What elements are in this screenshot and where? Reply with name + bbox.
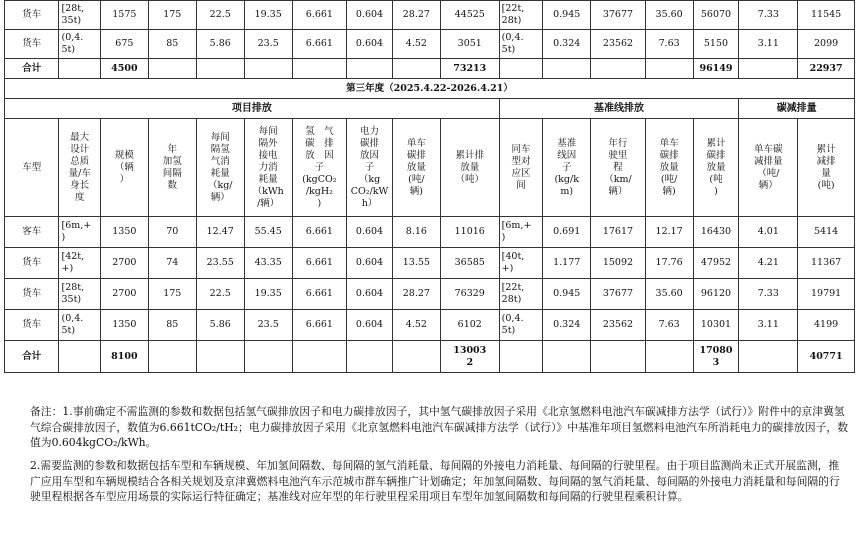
cell-bunit: 35.60: [645, 279, 693, 310]
cell-type: 货车: [5, 248, 59, 279]
cell-ctotal: 11367: [798, 248, 855, 279]
cell-ctotal: 11545: [798, 1, 855, 30]
sum-blf: [543, 341, 591, 373]
cell-unit: 4.52: [392, 30, 440, 59]
cell-blf: 0.945: [543, 1, 591, 30]
sum-cunit: [739, 341, 798, 373]
sum-f1: [292, 59, 346, 79]
cell-f2: 0.604: [347, 30, 393, 59]
sum-btotal: 17080 3: [693, 341, 739, 373]
cell-blf: 0.691: [543, 217, 591, 248]
table-row: [5, 217, 855, 248]
header-scale: 规模 （辆 ）: [100, 119, 148, 217]
sum-h2: [196, 341, 244, 373]
table-row: [5, 310, 855, 341]
top-data-row: [5, 1, 855, 30]
cell-scale: 2700: [100, 248, 148, 279]
cell-ctotal: 4199: [798, 310, 855, 341]
cell-scale: 1575: [100, 1, 148, 30]
cell-cunit: 3.11: [739, 310, 798, 341]
sum-ref: [499, 59, 543, 79]
sum-unit: [392, 341, 440, 373]
cell-mile: 15092: [591, 248, 645, 279]
sum-elec: [244, 341, 292, 373]
cell-f2: 0.604: [347, 248, 393, 279]
sum-bunit: [645, 59, 693, 79]
cell-blf: 0.324: [543, 310, 591, 341]
sum-cunit: [739, 59, 798, 79]
cell-blf: 0.945: [543, 279, 591, 310]
cell-cunit: 3.11: [739, 30, 798, 59]
period-title: 第三年度（2025.4.22-2026.4.21）: [5, 79, 855, 99]
cell-cunit: 4.21: [739, 248, 798, 279]
cell-cunit: 7.33: [739, 1, 798, 30]
sum-total: 73213: [440, 59, 499, 79]
period-row: [5, 79, 855, 99]
cell-btotal: 5150: [693, 30, 739, 59]
cell-ctotal: 2099: [798, 30, 855, 59]
cell-h2: 22.5: [196, 279, 244, 310]
cell-total: 76329: [440, 279, 499, 310]
header-row: [5, 119, 855, 217]
cell-type: 客车: [5, 217, 59, 248]
header-elec: 每间 隔外 接电 力消 耗量 （kWh /辆）: [244, 119, 292, 217]
cell-unit: 8.16: [392, 217, 440, 248]
cell-type: 货车: [5, 30, 59, 59]
sum-f1: [292, 341, 346, 373]
cell-h2: 23.55: [196, 248, 244, 279]
cell-f1: 6.661: [292, 30, 346, 59]
sum-ctotal: 22937: [798, 59, 855, 79]
section-project: 项目排放: [5, 99, 500, 119]
sum-ctotal: 40771: [798, 341, 855, 373]
cell-f1: 6.661: [292, 217, 346, 248]
cell-elec: 23.5: [244, 310, 292, 341]
cell-total: 44525: [440, 1, 499, 30]
section-row: [5, 99, 855, 119]
sum-row: [5, 341, 855, 373]
cell-bunit: 35.60: [645, 1, 693, 30]
cell-ref: [6m,+ ): [499, 217, 543, 248]
cell-spec: (0,4. 5t): [59, 30, 100, 59]
cell-ref: [22t, 28t): [499, 279, 543, 310]
sum-scale: 4500: [100, 59, 148, 79]
cell-h2: 12.47: [196, 217, 244, 248]
cell-mile: 37677: [591, 1, 645, 30]
cell-f2: 0.604: [347, 279, 393, 310]
sum-type: 合计: [5, 59, 59, 79]
cell-unit: 13.55: [392, 248, 440, 279]
cell-cunit: 4.01: [739, 217, 798, 248]
cell-f1: 6.661: [292, 310, 346, 341]
cell-type: 货车: [5, 1, 59, 30]
sum-btotal: 96149: [693, 59, 739, 79]
cell-f1: 6.661: [292, 248, 346, 279]
header-ctotal: 累计 减排 量 (吨): [798, 119, 855, 217]
cell-ref: (0,4. 5t): [499, 310, 543, 341]
sum-scale: 8100: [100, 341, 148, 373]
sum-total: 13003 2: [440, 341, 499, 373]
header-f2: 电力 碳排 放因 子 （kg CO₂/kW h）: [347, 119, 393, 217]
section-baseline: 基准线排放: [499, 99, 739, 119]
cell-ctotal: 19791: [798, 279, 855, 310]
cell-total: 11016: [440, 217, 499, 248]
cell-bunit: 7.63: [645, 30, 693, 59]
cell-days: 175: [148, 1, 196, 30]
cell-bunit: 12.17: [645, 217, 693, 248]
cell-mile: 37677: [591, 279, 645, 310]
cell-bunit: 17.76: [645, 248, 693, 279]
section-reduction: 碳减排量: [739, 99, 855, 119]
cell-days: 175: [148, 279, 196, 310]
cell-f2: 0.604: [347, 1, 393, 30]
cell-mile: 17617: [591, 217, 645, 248]
cell-total: 6102: [440, 310, 499, 341]
cell-unit: 28.27: [392, 1, 440, 30]
cell-mile: 23562: [591, 30, 645, 59]
cell-days: 70: [148, 217, 196, 248]
cell-ref: [40t, +): [499, 248, 543, 279]
sum-f2: [347, 59, 393, 79]
cell-elec: 19.35: [244, 279, 292, 310]
header-h2: 每间 隔氢 气消 耗量 （kg/ 辆）: [196, 119, 244, 217]
cell-type: 货车: [5, 279, 59, 310]
cell-blf: 0.324: [543, 30, 591, 59]
cell-btotal: 47952: [693, 248, 739, 279]
header-f1: 氢 气 碳 排 放 因 子 (kgCO₂ /kgH₂ ): [292, 119, 346, 217]
cell-ref: [22t, 28t): [499, 1, 543, 30]
cell-spec: [28t, 35t): [59, 1, 100, 30]
cell-spec: [42t, +): [59, 248, 100, 279]
cell-spec: [28t, 35t): [59, 279, 100, 310]
cell-h2: 5.86: [196, 310, 244, 341]
cell-cunit: 7.33: [739, 279, 798, 310]
cell-bunit: 7.63: [645, 310, 693, 341]
header-days: 年 加氢 间隔 数: [148, 119, 196, 217]
cell-ctotal: 5414: [798, 217, 855, 248]
cell-h2: 5.86: [196, 30, 244, 59]
sum-h2: [196, 59, 244, 79]
cell-total: 36585: [440, 248, 499, 279]
cell-unit: 4.52: [392, 310, 440, 341]
header-total: 累计排 放量 （吨）: [440, 119, 499, 217]
header-cunit: 单车碳 减排量 （吨/ 辆）: [739, 119, 798, 217]
sum-unit: [392, 59, 440, 79]
cell-f2: 0.604: [347, 310, 393, 341]
cell-elec: 19.35: [244, 1, 292, 30]
cell-btotal: 16430: [693, 217, 739, 248]
sum-spec: [59, 341, 100, 373]
cell-mile: 23562: [591, 310, 645, 341]
cell-blf: 1.177: [543, 248, 591, 279]
cell-scale: 675: [100, 30, 148, 59]
note-1: 备注：1.事前确定不需监测的参数和数据包括氢气碳排放因子和电力碳排放因子，其中氢气碳排放因子采用《北京氢燃料电池汽车碳减排方法学（试行）》附件中的京津冀氢气综合碳排放因子，数值为6.661tCO₂/tH₂；电力碳排放因子采用《北京氢燃料电池汽车碳减排方法学（试行）》中基准年项目氢燃料电池汽车所消耗电力的碳排放因子，数值为0.604kgCO₂/kWh。: [30, 405, 848, 449]
cell-days: 74: [148, 248, 196, 279]
header-type: 车型: [5, 119, 59, 217]
sum-days: [148, 59, 196, 79]
cell-total: 3051: [440, 30, 499, 59]
header-btotal: 累计 碳排 放量 (吨 ): [693, 119, 739, 217]
cell-scale: 1350: [100, 310, 148, 341]
cell-h2: 22.5: [196, 1, 244, 30]
header-mile: 年行 驶里 程 （km/ 辆）: [591, 119, 645, 217]
header-unit: 单车 碳排 放量 (吨/ 辆): [392, 119, 440, 217]
cell-elec: 55.45: [244, 217, 292, 248]
header-ref: 同车 型对 应区 间: [499, 119, 543, 217]
cell-unit: 28.27: [392, 279, 440, 310]
header-spec: 最大 设计 总质 量/车 身长 度: [59, 119, 100, 217]
sum-ref: [499, 341, 543, 373]
cell-elec: 23.5: [244, 30, 292, 59]
cell-f1: 6.661: [292, 279, 346, 310]
sum-type: 合计: [5, 341, 59, 373]
cell-spec: (0,4. 5t): [59, 310, 100, 341]
sum-spec: [59, 59, 100, 79]
table-row: [5, 279, 855, 310]
cell-elec: 43.35: [244, 248, 292, 279]
cell-f2: 0.604: [347, 217, 393, 248]
top-sum-row: [5, 59, 855, 79]
sum-blf: [543, 59, 591, 79]
sum-mile: [591, 341, 645, 373]
cell-ref: (0,4. 5t): [499, 30, 543, 59]
cell-scale: 2700: [100, 279, 148, 310]
cell-days: 85: [148, 310, 196, 341]
cell-btotal: 56070: [693, 1, 739, 30]
cell-btotal: 96120: [693, 279, 739, 310]
cell-type: 货车: [5, 310, 59, 341]
sum-elec: [244, 59, 292, 79]
note-2: 2.需要监测的参数和数据包括车型和车辆规模、年加氢间隔数、每间隔的氢气消耗量、每间隔的外接电力消耗量、每间隔的行驶里程。由于项目监测尚未正式开展监测，推广应用车型和车辆规模结合各相关规划及京津冀燃料电池汽车示范城市群车辆推广计划确定；年加氢间隔数、每间隔的氢气消耗量、每间隔的外接电力消耗量和每间隔的行驶里程根据各车型应用场景的实际运行特征确定；基准线对应年型的年行驶里程采用项目车型年加氢间隔数和每间隔的行驶里程乘积计算。: [30, 459, 840, 503]
cell-scale: 1350: [100, 217, 148, 248]
emission-table: [4, 0, 855, 373]
sum-bunit: [645, 341, 693, 373]
sum-mile: [591, 59, 645, 79]
header-blf: 基准 线因 子 (kg/k m): [543, 119, 591, 217]
cell-btotal: 10301: [693, 310, 739, 341]
table-row: [5, 248, 855, 279]
top-data-row: [5, 30, 855, 59]
header-bunit: 单车 碳排 放量 (吨/ 辆): [645, 119, 693, 217]
cell-days: 85: [148, 30, 196, 59]
cell-spec: [6m,+ ): [59, 217, 100, 248]
sum-f2: [347, 341, 393, 373]
cell-f1: 6.661: [292, 1, 346, 30]
sum-days: [148, 341, 196, 373]
